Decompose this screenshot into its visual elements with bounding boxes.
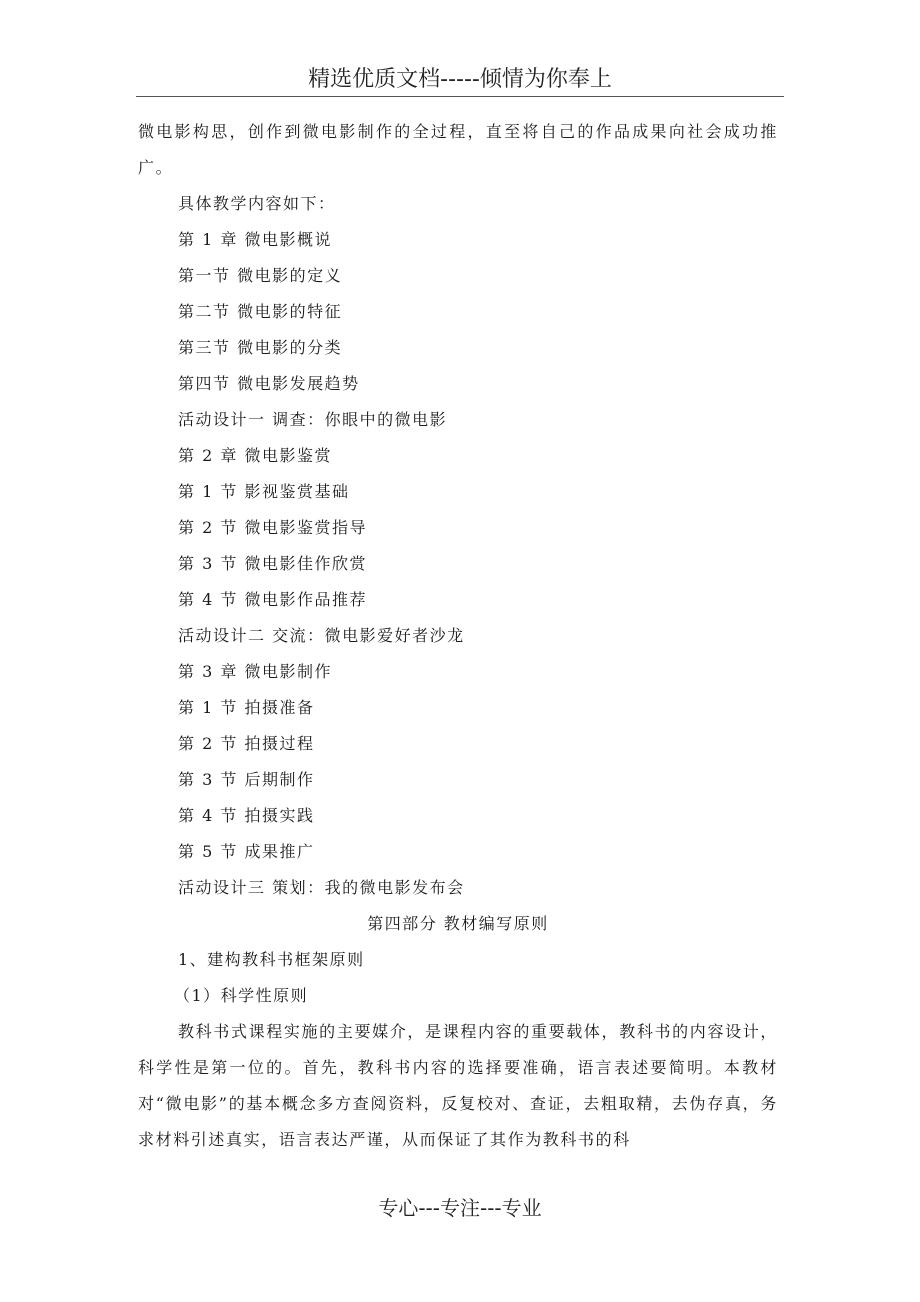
toc-item: 第 3 章 微电影制作 — [178, 662, 332, 681]
page-header-title: 精选优质文档-----倾情为你奉上 — [308, 67, 612, 92]
header-divider — [136, 96, 784, 97]
toc-item: 第三节 微电影的分类 — [178, 338, 343, 357]
toc-item: 第 2 章 微电影鉴赏 — [178, 446, 332, 465]
toc-item: 第 1 节 拍摄准备 — [178, 698, 315, 717]
toc-item: 第二节 微电影的特征 — [178, 302, 343, 321]
toc-item: 活动设计二 交流：微电影爱好者沙龙 — [178, 626, 465, 645]
toc-item: 第 4 节 微电影作品推荐 — [178, 590, 367, 609]
principle-heading: 1、建构教科书框架原则 — [178, 950, 365, 969]
document-body — [138, 114, 778, 1158]
section-title: 第四部分 教材编写原则 — [367, 914, 549, 933]
intro-line: 具体教学内容如下： — [178, 194, 336, 213]
toc-item: 第 2 节 拍摄过程 — [178, 734, 315, 753]
opening-paragraph: 微电影构思，创作到微电影制作的全过程，直至将自己的作品成果向社会成功推广。 — [138, 122, 778, 177]
toc-item: 活动设计一 调查：你眼中的微电影 — [178, 410, 448, 429]
toc-item: 第一节 微电影的定义 — [178, 266, 343, 285]
toc-item: 第 5 节 成果推广 — [178, 842, 315, 861]
closing-paragraph: 教科书式课程实施的主要媒介，是课程内容的重要载体，教科书的内容设计，科学性是第一位的。首先，教科书内容的选择要准确，语言表述要简明。本教材对“微电影”的基本概念多方查阅资料，反复校对、查证，去粗取精，去伪存真，务求材料引述真实，语言表达严谨，从而保证了其作为教科书的科 — [138, 1022, 778, 1149]
table-of-contents — [138, 222, 778, 906]
page-footer: 专心---专注---专业 — [378, 1196, 542, 1220]
toc-item: 第 3 节 后期制作 — [178, 770, 315, 789]
sub-heading: （1）科学性原则 — [174, 986, 309, 1005]
toc-item: 第 3 节 微电影佳作欣赏 — [178, 554, 367, 573]
toc-item: 第 1 节 影视鉴赏基础 — [178, 482, 350, 501]
toc-item: 第 4 节 拍摄实践 — [178, 806, 315, 825]
toc-item: 第 2 节 微电影鉴赏指导 — [178, 518, 367, 537]
toc-item: 第 1 章 微电影概说 — [178, 230, 332, 249]
toc-item: 活动设计三 策划：我的微电影发布会 — [178, 878, 465, 897]
toc-item: 第四节 微电影发展趋势 — [178, 374, 360, 393]
